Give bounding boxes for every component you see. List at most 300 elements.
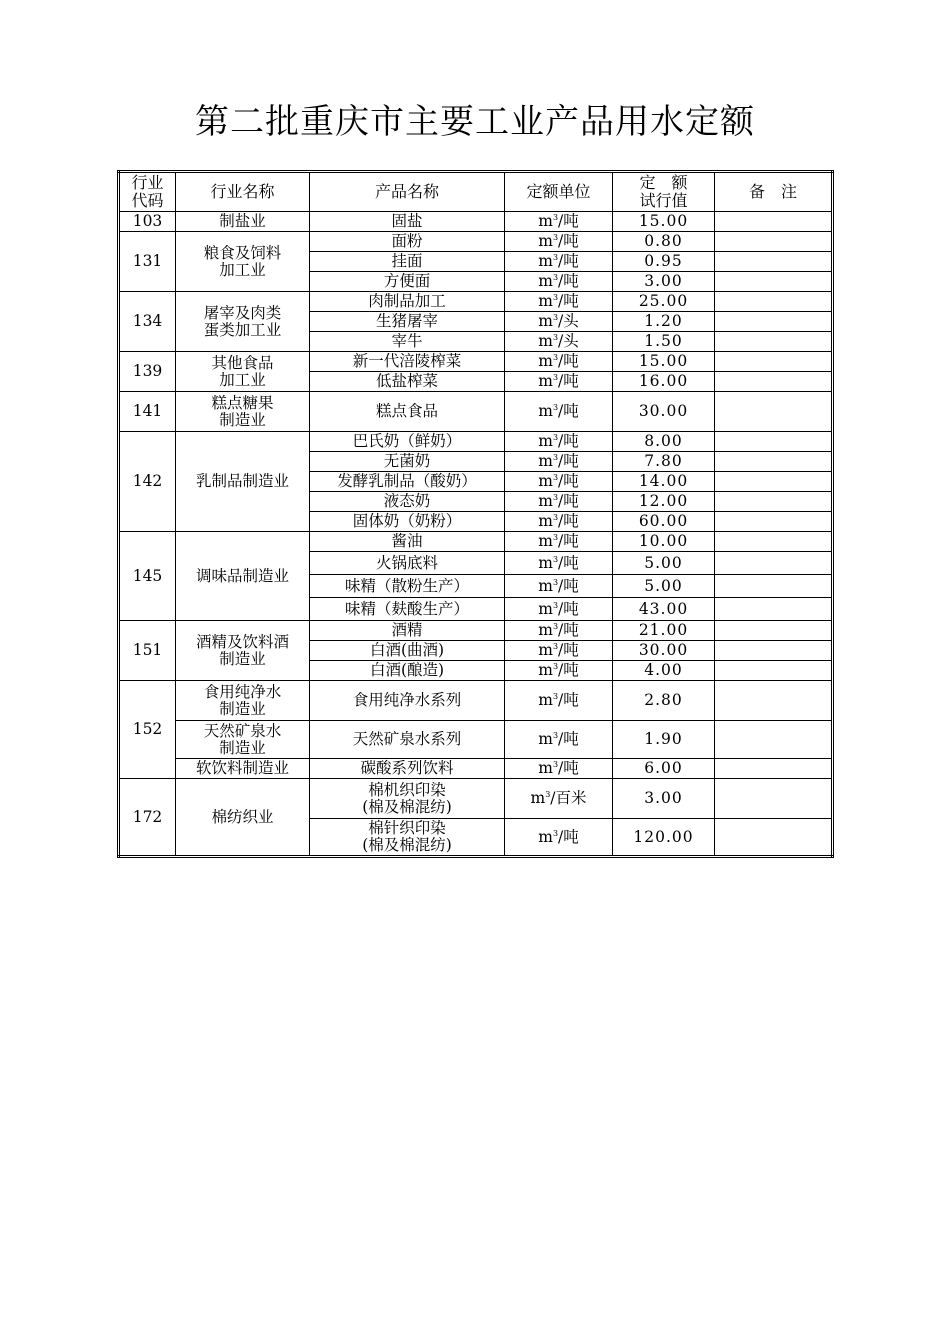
- quota-unit-cell: [505, 721, 613, 759]
- unit-exponent: 3: [552, 272, 559, 282]
- unit-exponent: 3: [552, 730, 559, 740]
- unit-denominator: /吨: [558, 730, 579, 748]
- quota-value-cell: [613, 681, 715, 721]
- unit-base: m: [538, 212, 553, 230]
- unit-base: m: [538, 312, 553, 330]
- remark-cell: [715, 575, 833, 598]
- unit-exponent: 3: [552, 492, 559, 502]
- quota-unit-cell: [505, 512, 613, 532]
- unit-exponent: 3: [552, 641, 559, 651]
- table-row: [119, 532, 833, 552]
- remark-cell: [715, 332, 833, 352]
- unit-denominator: /吨: [558, 576, 579, 595]
- quota-unit-cell: [505, 212, 613, 232]
- remark-cell: [715, 292, 833, 312]
- industry-code-cell-line-1: 131: [132, 252, 163, 270]
- product-name-cell: [310, 252, 505, 272]
- industry-name-cell-line-2: 制造业: [219, 410, 266, 429]
- industry-code-cell: [119, 352, 176, 392]
- industry-name-cell-line-1: 调味品制造业: [195, 566, 289, 585]
- product-name-cell: [310, 575, 505, 598]
- quota-value-cell: [613, 332, 715, 352]
- quota-value-cell: [613, 575, 715, 598]
- header-code-line-1: 行业: [131, 173, 164, 192]
- quota-unit-cell: [505, 759, 613, 779]
- unit-denominator: /吨: [558, 402, 579, 420]
- quota-value-cell-line-1: 2.80: [644, 691, 683, 709]
- quota-unit-cell: [505, 252, 613, 272]
- product-name-cell-line-1: 低盐榨菜: [375, 372, 438, 390]
- unit-base: m: [538, 252, 553, 270]
- industry-name-cell: [176, 681, 310, 721]
- remark-cell: [715, 759, 833, 779]
- unit-denominator: /吨: [558, 661, 579, 679]
- product-name-cell: [310, 532, 505, 552]
- remark-cell: [715, 721, 833, 759]
- industry-name-cell-line-1: 棉纺织业: [211, 807, 274, 826]
- quota-value-cell: [613, 472, 715, 492]
- quota-unit-cell: [505, 681, 613, 721]
- industry-code-cell: [119, 532, 176, 621]
- product-name-cell: [310, 661, 505, 681]
- unit-exponent: 3: [552, 212, 559, 222]
- product-name-cell-line-1: 固体奶（奶粉）: [352, 512, 462, 530]
- remark-cell: [715, 681, 833, 721]
- quota-value-cell: [613, 372, 715, 392]
- industry-name-cell-line-2: 制造业: [219, 649, 266, 668]
- industry-name-cell-line-1: 食用纯净水: [203, 682, 282, 701]
- industry-name-cell-line-1: 天然矿泉水: [203, 721, 282, 740]
- quota-value-cell-line-1: 0.95: [644, 252, 683, 270]
- quota-value-cell-line-1: 1.50: [644, 332, 683, 350]
- quota-value-cell: [613, 432, 715, 452]
- unit-exponent: 3: [552, 600, 559, 610]
- remark-cell: [715, 621, 833, 641]
- industry-code-cell: [119, 432, 176, 532]
- quota-value-cell: [613, 621, 715, 641]
- unit-denominator: /吨: [558, 641, 579, 659]
- quota-value-cell: [613, 759, 715, 779]
- remark-cell: [715, 661, 833, 681]
- table-row: [119, 621, 833, 641]
- unit-base: m: [538, 432, 553, 450]
- product-name-cell: [310, 512, 505, 532]
- unit-base: m: [538, 532, 553, 550]
- industry-name-cell: [176, 352, 310, 392]
- unit-base: m: [538, 759, 553, 777]
- industry-name-cell-line-2: 加工业: [219, 260, 266, 279]
- quota-unit-cell: [505, 532, 613, 552]
- product-name-cell-line-1: 固盐: [391, 212, 423, 230]
- product-name-cell: [310, 352, 505, 372]
- industry-name-cell: [176, 232, 310, 292]
- product-name-cell-line-1: 白酒(酿造): [369, 661, 445, 679]
- unit-base: m: [538, 492, 553, 510]
- quota-value-cell: [613, 312, 715, 332]
- quota-value-cell: [613, 532, 715, 552]
- industry-name-cell: [176, 432, 310, 532]
- unit-base: m: [538, 232, 553, 250]
- industry-code-cell: [119, 292, 176, 352]
- industry-name-cell-line-2: 蛋类加工业: [203, 320, 282, 339]
- product-name-cell: [310, 332, 505, 352]
- industry-code-cell: [119, 779, 176, 857]
- unit-exponent: 3: [552, 691, 559, 701]
- quota-unit-cell: [505, 492, 613, 512]
- table-row: [119, 779, 833, 819]
- unit-exponent: 3: [552, 512, 559, 522]
- unit-denominator: /吨: [558, 252, 579, 270]
- remark-cell: [715, 472, 833, 492]
- industry-name-cell: [176, 759, 310, 779]
- table-body: [119, 212, 833, 857]
- remark-cell: [715, 512, 833, 532]
- remark-cell: [715, 432, 833, 452]
- quota-unit-cell: [505, 452, 613, 472]
- unit-exponent: 3: [552, 532, 559, 542]
- table-row: [119, 432, 833, 452]
- quota-value-cell-line-1: 120.00: [633, 827, 694, 846]
- unit-denominator: /吨: [558, 352, 579, 370]
- unit-base: m: [538, 661, 553, 679]
- quota-value-cell-line-1: 16.00: [638, 372, 689, 390]
- unit-exponent: 3: [552, 292, 559, 302]
- unit-exponent: 3: [552, 402, 559, 412]
- product-name-cell: [310, 372, 505, 392]
- unit-base: m: [538, 272, 553, 290]
- unit-denominator: /头: [558, 312, 579, 330]
- product-name-cell-line-1: 味精（麸酸生产）: [344, 599, 469, 618]
- industry-name-cell-line-1: 乳制品制造业: [195, 472, 289, 490]
- remark-cell: [715, 212, 833, 232]
- product-name-cell-line-1: 棉针织印染: [368, 819, 446, 837]
- product-name-cell: [310, 452, 505, 472]
- unit-exponent: 3: [552, 252, 559, 262]
- header-code-line-2: 代码: [131, 191, 164, 210]
- quota-value-cell-line-1: 0.80: [644, 232, 683, 250]
- product-name-cell-line-1: 酒精: [391, 621, 423, 639]
- remark-cell: [715, 272, 833, 292]
- header-remark: 备 注: [715, 172, 833, 212]
- quota-value-cell-line-1: 12.00: [638, 492, 689, 510]
- unit-denominator: /吨: [558, 532, 579, 550]
- unit-denominator: /吨: [558, 232, 579, 250]
- quota-value-cell: [613, 492, 715, 512]
- unit-base: m: [538, 452, 553, 470]
- header-quota-line-1: 定 额: [639, 173, 688, 192]
- unit-denominator: /吨: [558, 827, 579, 846]
- industry-code-cell: [119, 681, 176, 779]
- quota-value-cell: [613, 452, 715, 472]
- remark-cell: [715, 598, 833, 621]
- table-row: [119, 392, 833, 432]
- product-name-cell: [310, 681, 505, 721]
- industry-name-cell: [176, 532, 310, 621]
- quota-value-cell: [613, 661, 715, 681]
- document-title: 第二批重庆市主要工业产品用水定额: [195, 102, 755, 142]
- quota-value-cell: [613, 292, 715, 312]
- quota-value-cell: [613, 352, 715, 372]
- quota-unit-cell: [505, 661, 613, 681]
- unit-exponent: 3: [552, 372, 559, 382]
- table-row: [119, 759, 833, 779]
- product-name-cell: [310, 598, 505, 621]
- unit-exponent: 3: [552, 352, 559, 362]
- product-name-cell: [310, 721, 505, 759]
- remark-cell: [715, 819, 833, 857]
- remark-cell: [715, 641, 833, 661]
- product-name-cell-line-2: (棉及棉混纺): [362, 797, 452, 816]
- remark-cell: [715, 779, 833, 819]
- unit-base: m: [538, 292, 553, 310]
- header-quota-unit: 定额单位: [505, 172, 613, 212]
- product-name-cell: [310, 432, 505, 452]
- unit-exponent: 3: [552, 232, 559, 242]
- unit-denominator: /百米: [550, 789, 587, 807]
- product-name-cell-line-1: 巴氏奶（鲜奶）: [352, 432, 462, 450]
- header-product-name: 产品名称: [310, 172, 505, 212]
- remark-cell: [715, 532, 833, 552]
- product-name-cell: [310, 759, 505, 779]
- header-industry-code: [119, 172, 176, 212]
- industry-code-cell: [119, 212, 176, 232]
- quota-value-cell: [613, 512, 715, 532]
- quota-unit-cell: [505, 352, 613, 372]
- product-name-cell: [310, 232, 505, 252]
- quota-unit-cell: [505, 552, 613, 575]
- unit-exponent: 3: [552, 312, 559, 322]
- industry-name-cell-line-1: 屠宰及肉类: [203, 303, 282, 322]
- quota-value-cell: [613, 392, 715, 432]
- product-name-cell-line-1: 火锅底料: [375, 553, 438, 572]
- quota-unit-cell: [505, 272, 613, 292]
- quota-value-cell: [613, 819, 715, 857]
- industry-name-cell-line-2: 加工业: [219, 370, 266, 389]
- remark-cell: [715, 252, 833, 272]
- quota-value-cell-line-1: 6.00: [644, 759, 683, 777]
- product-name-cell-line-1: 白酒(曲酒): [369, 641, 445, 659]
- product-name-cell-line-1: 肉制品加工: [368, 292, 446, 310]
- product-name-cell-line-1: 酱油: [391, 532, 423, 550]
- industry-name-cell: [176, 621, 310, 681]
- industry-code-cell-line-1: 134: [132, 312, 163, 330]
- quota-value-cell-line-1: 14.00: [638, 472, 689, 490]
- industry-code-cell-line-1: 139: [132, 362, 163, 380]
- industry-code-cell: [119, 621, 176, 681]
- remark-cell: [715, 452, 833, 472]
- unit-base: m: [538, 641, 553, 659]
- product-name-cell-line-1: 无菌奶: [383, 452, 431, 470]
- quota-value-cell: [613, 212, 715, 232]
- unit-denominator: /头: [558, 332, 579, 350]
- unit-denominator: /吨: [558, 272, 579, 290]
- unit-denominator: /吨: [558, 599, 579, 618]
- product-name-cell: [310, 312, 505, 332]
- remark-cell: [715, 392, 833, 432]
- quota-value-cell-line-1: 5.00: [644, 576, 683, 595]
- product-name-cell: [310, 552, 505, 575]
- industry-name-cell-line-2: 制造业: [219, 738, 266, 757]
- product-name-cell-line-1: 方便面: [383, 272, 431, 290]
- industry-code-cell-line-1: 172: [132, 807, 163, 826]
- quota-unit-cell: [505, 292, 613, 312]
- industry-code-cell-line-1: 103: [132, 212, 163, 230]
- industry-name-cell-line-1: 酒精及饮料酒: [195, 632, 289, 651]
- unit-exponent: 3: [545, 789, 551, 799]
- industry-name-cell-line-1: 制盐业: [219, 212, 266, 230]
- product-name-cell-line-1: 糕点食品: [375, 402, 438, 420]
- industry-code-cell-line-1: 152: [132, 720, 163, 738]
- unit-base: m: [538, 599, 553, 618]
- industry-name-cell-line-1: 软饮料制造业: [195, 759, 289, 777]
- industry-name-cell-line-1: 其他食品: [211, 353, 274, 372]
- header-quota-value: [613, 172, 715, 212]
- unit-denominator: /吨: [558, 292, 579, 310]
- quota-unit-cell: [505, 432, 613, 452]
- remark-cell: [715, 312, 833, 332]
- product-name-cell-line-1: 碳酸系列饮料: [360, 759, 454, 777]
- unit-base: m: [538, 621, 553, 639]
- quota-value-cell: [613, 272, 715, 292]
- quota-unit-cell: [505, 641, 613, 661]
- product-name-cell: [310, 492, 505, 512]
- unit-exponent: 3: [552, 661, 559, 671]
- water-quota-table: [117, 170, 834, 858]
- quota-unit-cell: [505, 621, 613, 641]
- quota-value-cell-line-1: 8.00: [644, 432, 683, 450]
- quota-unit-cell: [505, 472, 613, 492]
- unit-exponent: 3: [552, 554, 559, 564]
- unit-exponent: 3: [552, 332, 559, 342]
- quota-value-cell-line-1: 15.00: [638, 212, 689, 230]
- industry-name-cell: [176, 392, 310, 432]
- quota-value-cell: [613, 232, 715, 252]
- product-name-cell-line-1: 宰牛: [391, 332, 423, 350]
- product-name-cell-line-1: 棉机织印染: [368, 780, 446, 799]
- quota-value-cell: [613, 598, 715, 621]
- quota-value-cell-line-1: 43.00: [638, 599, 689, 618]
- unit-exponent: 3: [552, 452, 559, 462]
- unit-base: m: [538, 691, 553, 709]
- industry-code-cell: [119, 392, 176, 432]
- unit-exponent: 3: [552, 472, 559, 482]
- remark-cell: [715, 372, 833, 392]
- header-row: [119, 172, 833, 212]
- industry-name-cell-line-2: 制造业: [219, 699, 266, 718]
- product-name-cell: [310, 272, 505, 292]
- unit-base: m: [538, 472, 553, 490]
- table-row: [119, 721, 833, 759]
- table-row: [119, 681, 833, 721]
- quota-unit-cell: [505, 575, 613, 598]
- industry-name-cell: [176, 779, 310, 857]
- unit-exponent: 3: [552, 432, 559, 442]
- table-row: [119, 232, 833, 252]
- unit-base: m: [538, 402, 553, 420]
- remark-cell: [715, 352, 833, 372]
- unit-denominator: /吨: [558, 432, 579, 450]
- product-name-cell: [310, 779, 505, 819]
- quota-value-cell-line-1: 7.80: [644, 452, 683, 470]
- unit-denominator: /吨: [558, 691, 579, 709]
- industry-name-cell: [176, 721, 310, 759]
- unit-denominator: /吨: [558, 759, 579, 777]
- product-name-cell: [310, 472, 505, 492]
- product-name-cell-line-1: 味精（散粉生产）: [344, 576, 469, 595]
- product-name-cell-line-1: 发酵乳制品（酸奶）: [337, 472, 477, 490]
- unit-base: m: [530, 789, 546, 807]
- product-name-cell-line-1: 面粉: [391, 232, 423, 250]
- unit-base: m: [538, 332, 553, 350]
- quota-unit-cell: [505, 392, 613, 432]
- product-name-cell-line-1: 生猪屠宰: [375, 312, 438, 330]
- unit-denominator: /吨: [558, 553, 579, 572]
- unit-denominator: /吨: [558, 452, 579, 470]
- product-name-cell: [310, 621, 505, 641]
- header-industry-name: 行业名称: [176, 172, 310, 212]
- quota-unit-cell: [505, 332, 613, 352]
- product-name-cell: [310, 392, 505, 432]
- industry-code-cell-line-1: 141: [132, 402, 163, 420]
- quota-unit-cell: [505, 598, 613, 621]
- unit-base: m: [538, 512, 553, 530]
- industry-code-cell-line-1: 142: [132, 472, 163, 490]
- product-name-cell: [310, 212, 505, 232]
- quota-value-cell-line-1: 1.90: [644, 730, 683, 748]
- quota-unit-cell: [505, 819, 613, 857]
- unit-denominator: /吨: [558, 472, 579, 490]
- quota-value-cell-line-1: 1.20: [644, 312, 683, 330]
- quota-value-cell-line-1: 60.00: [638, 512, 689, 530]
- quota-value-cell-line-1: 3.00: [644, 272, 683, 290]
- unit-base: m: [538, 827, 553, 846]
- product-name-cell-line-1: 液态奶: [383, 492, 431, 510]
- quota-value-cell-line-1: 25.00: [638, 292, 689, 310]
- quota-value-cell-line-1: 30.00: [638, 402, 689, 420]
- quota-value-cell-line-1: 3.00: [644, 789, 683, 807]
- quota-value-cell-line-1: 21.00: [638, 621, 689, 639]
- unit-base: m: [538, 553, 553, 572]
- quota-value-cell: [613, 779, 715, 819]
- table-row: [119, 212, 833, 232]
- unit-denominator: /吨: [558, 212, 579, 230]
- product-name-cell-line-1: 挂面: [391, 252, 423, 270]
- quota-value-cell-line-1: 5.00: [644, 553, 683, 572]
- product-name-cell-line-1: 天然矿泉水系列: [352, 730, 462, 748]
- industry-name-cell: [176, 212, 310, 232]
- unit-denominator: /吨: [558, 621, 579, 639]
- quota-value-cell-line-1: 15.00: [638, 352, 689, 370]
- quota-value-cell: [613, 252, 715, 272]
- quota-unit-cell: [505, 779, 613, 819]
- quota-value-cell: [613, 641, 715, 661]
- product-name-cell: [310, 641, 505, 661]
- unit-denominator: /吨: [558, 492, 579, 510]
- table-row: [119, 352, 833, 372]
- unit-exponent: 3: [552, 577, 559, 587]
- industry-code-cell-line-1: 151: [132, 641, 163, 659]
- quota-unit-cell: [505, 232, 613, 252]
- product-name-cell-line-1: 食用纯净水系列: [352, 691, 462, 709]
- industry-name-cell: [176, 292, 310, 352]
- quota-unit-cell: [505, 372, 613, 392]
- quota-value-cell: [613, 552, 715, 575]
- table-row: [119, 292, 833, 312]
- unit-denominator: /吨: [558, 372, 579, 390]
- product-name-cell-line-1: 新一代涪陵榨菜: [352, 352, 462, 370]
- industry-code-cell-line-1: 145: [132, 566, 163, 585]
- unit-exponent: 3: [552, 828, 559, 838]
